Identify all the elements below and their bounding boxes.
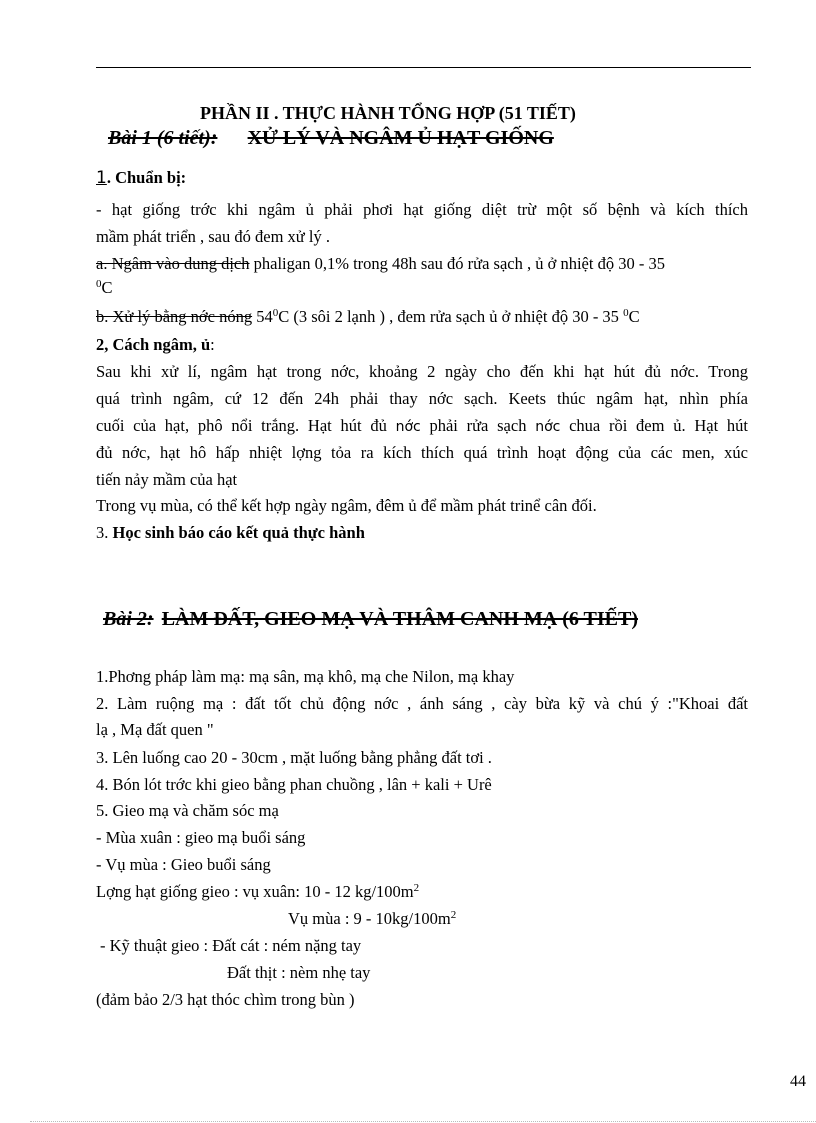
item-b-label: b. Xử lý bằng nớc nóng — [96, 307, 253, 326]
seed-amount-spring: Lợng hạt giống gieo : vụ xuân: 10 - 12 kg/100m — [96, 882, 414, 901]
bottom-rule — [30, 1121, 816, 1122]
section3-label: Học sinh báo cáo kết quả thực hành — [112, 523, 365, 542]
seed-amount-season: Vụ mùa : 9 - 10kg/100m — [288, 909, 451, 928]
item-b-text: C (3 sôi 2 lạnh ) , đem rửa sạch ủ ở nhiệt độ 30 - 35 — [278, 307, 624, 326]
l2-item-11: Đất thịt : nèm nhẹ tay — [227, 963, 371, 982]
l2-item-3: 3. Lên luống cao 20 - 30cm , mặt luống bằng phẳng đất tơi . — [96, 748, 492, 767]
lesson2-label: Bài 2: — [103, 608, 154, 630]
s2-l3-e: chua rồi đem ủ. Hạt hút — [560, 416, 748, 435]
l2-item-12: (đảm bảo 2/3 hạt thóc chìm trong bùn ) — [96, 990, 355, 1009]
lesson2-heading — [103, 609, 638, 630]
lesson1-label: Bài 1 (6 tiết): — [108, 127, 218, 149]
lesson1-heading — [108, 128, 554, 149]
item-b-temp: 54 — [252, 307, 273, 326]
s2-line-6: Trong vụ mùa, có thể kết hợp ngày ngâm, đêm ủ để mầm phát trinể cân đối. — [96, 496, 597, 515]
degree-sup: 0 — [272, 307, 279, 319]
section1-label: . Chuẩn bị: — [106, 168, 187, 187]
section2-label: 2, Cách ngâm, ủ — [96, 335, 211, 354]
part-title: PHẦN II . THỰC HÀNH TỔNG HỢP (51 TIẾT) — [200, 103, 576, 123]
lesson2-title: LÀM ĐẤT, GIEO MẠ VÀ THÂM CANH MẠ (6 TIẾT) — [161, 608, 638, 630]
squared-sup: 2 — [450, 909, 457, 921]
l2-item-2-line-2: lạ , Mạ đất quen " — [96, 720, 214, 739]
l2-item-7: - Vụ mùa : Gieo buổi sáng — [96, 855, 271, 874]
l2-item-4: 4. Bón lót trớc khi gieo bằng phan chuồng , lân + kali + Urê — [96, 775, 492, 794]
l2-item-9 — [288, 909, 456, 929]
l2-item-6: - Mùa xuân : gieo mạ buổi sáng — [96, 828, 306, 847]
section2-colon: : — [210, 335, 215, 354]
s2-l3-a: cuối của hạt, phô nổi trắng. Hạt hút đủ — [96, 416, 396, 435]
l2-item-5: 5. Gieo mạ và chăm sóc mạ — [96, 801, 279, 820]
section2-heading — [96, 335, 215, 355]
s1-paragraph-line-1: - hạt giống trớc khi ngâm ủ phải phơi hạt giống diệt trừ một số bệnh và kích thích — [96, 200, 748, 219]
s2-line-5: tiến nảy mầm của hạt — [96, 470, 238, 489]
degree-sup: 0 — [96, 278, 102, 290]
section3-heading — [96, 523, 365, 543]
section1-heading — [96, 168, 186, 188]
s2-line-2: quá trình ngâm, cứ 12 đến 24h phải thay nớc sạch. Keets thúc ngâm hạt, nhìn phía — [96, 389, 748, 408]
s2-l3-d: nớc — [535, 419, 561, 435]
item-a-unit — [96, 278, 113, 298]
s2-line-1: Sau khi xử lí, ngâm hạt trong nớc, khoảng 2 ngày cho đến khi hạt hút đủ nớc. Trong — [96, 362, 748, 381]
l2-item-1: 1.Phơng pháp làm mạ: mạ sân, mạ khô, mạ che Nilon, mạ khay — [96, 667, 515, 686]
section3-number: 3. — [96, 523, 113, 542]
lesson1-title: XỬ LÝ VÀ NGÂM Ủ HẠT GIỐNG — [247, 127, 554, 149]
degree-sup: 0 — [623, 307, 629, 319]
s2-line-3 — [96, 416, 748, 437]
item-a-label: a. Ngâm vào dung dịch — [96, 254, 250, 273]
l2-item-8 — [96, 882, 419, 902]
l2-item-10: - Kỹ thuật gieo : Đất cát : ném nặng tay — [100, 936, 362, 955]
s1-paragraph-line-2: mầm phát triển , sau đó đem xử lý . — [96, 227, 330, 246]
s2-line-4: đủ nớc, hạt hô hấp nhiệt lợng tỏa ra kích thích quá trình hoạt động của các men, xúc — [96, 443, 748, 462]
section1-number: 1 — [96, 168, 107, 188]
top-rule — [96, 67, 751, 68]
unit-c: C — [628, 307, 640, 326]
l2-item-2-line-1: 2. Làm ruộng mạ : đất tốt chủ động nớc , ánh sáng , cày bừa kỹ và chú ý :"Khoai đất — [96, 694, 748, 713]
s2-l3-c: phải rửa sạch — [420, 416, 536, 435]
s2-l3-b: nớc — [395, 419, 421, 435]
squared-sup: 2 — [413, 882, 420, 894]
item-a — [96, 254, 665, 274]
item-a-text: phaligan 0,1% trong 48h sau đó rửa sạch , ủ ở nhiệt độ 30 - 35 — [249, 254, 665, 273]
page-number: 44 — [790, 1073, 806, 1090]
item-b — [96, 307, 640, 327]
unit-c: C — [101, 278, 113, 297]
